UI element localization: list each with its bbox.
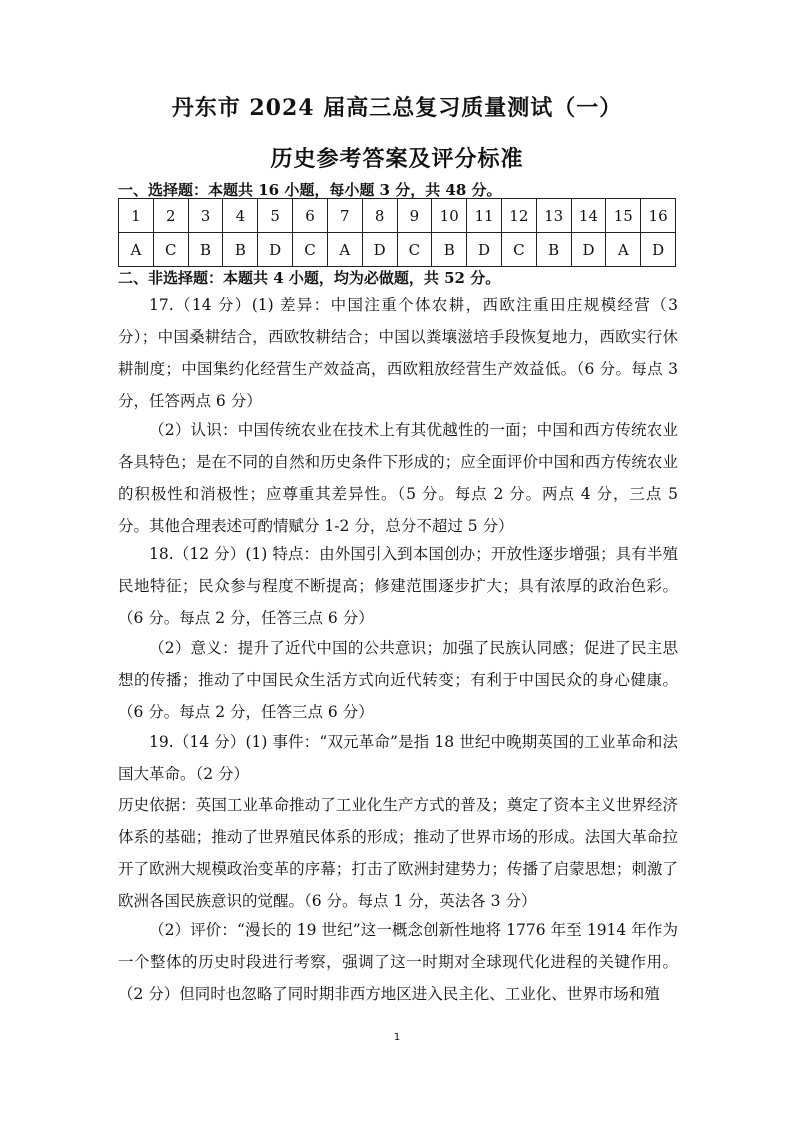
answer-row [119, 233, 676, 267]
question-number-cell: 15 [606, 199, 641, 233]
question-number-cell: 11 [467, 199, 502, 233]
answer-cell: D [641, 233, 676, 267]
question-number-cell: 2 [153, 199, 188, 233]
question-number-cell: 8 [362, 199, 397, 233]
q18-part1-answer: 18.（12 分）(1) 特点：由外国引入到本国创办；开放性逐步增强；具有半殖民地特征；民众参与程度不断提高；修建范围逐步扩大；具有浓厚的政治色彩。（6 分。每点 2 分，任答三点 6 分） [118, 545, 678, 627]
answer-cell: C [501, 233, 536, 267]
question-number-cell: 12 [501, 199, 536, 233]
answer-cell: D [571, 233, 606, 267]
q17-part1-answer: 17.（14 分）(1) 差异：中国注重个体农耕，西欧注重田庄规模经营（3 分）；中国桑耕结合，西欧牧耕结合；中国以粪壤滋培手段恢复地力，西欧实行休耕制度；中国集约化经营生产效益高，西欧粗放经营生产效益低。（6 分。每点 3 分，任答两点 6 分） [118, 296, 678, 410]
answer-cell: A [606, 233, 641, 267]
page-number: 1 [393, 1032, 401, 1043]
answer-cell: B [223, 233, 258, 267]
section-heading-multiple-choice: 一、选择题：本题共 16 小题，每小题 3 分，共 48 分。 [118, 181, 502, 199]
answer-cell: B [188, 233, 223, 267]
question-number-cell: 13 [536, 199, 571, 233]
q17-part2-answer: （2）认识：中国传统农业在技术上有其优越性的一面；中国和西方传统农业各具特色；是在不同的自然和历史条件下形成的；应全面评价中国和西方传统农业的积极性和消极性；应尊重其差异性。（5 分。每点 2 分。两点 4 分，三点 5 分。其他合理表述可酌情赋分 1-2 分，总分不超过 5 分） [118, 421, 678, 535]
question-number-cell: 6 [293, 199, 328, 233]
q18-part2-answer: （2）意义：提升了近代中国的公共意识；加强了民族认同感；促进了民主思想的传播；推动了中国民众生活方式向近代转变；有利于中国民众的身心健康。（6 分。每点 2 分，任答三点 6 分） [118, 639, 678, 721]
question-number-cell: 14 [571, 199, 606, 233]
answer-cell: D [467, 233, 502, 267]
answer-cell: A [119, 233, 154, 267]
answer-cell: B [432, 233, 467, 267]
answer-cell: D [258, 233, 293, 267]
answer-cell: B [536, 233, 571, 267]
question-number-cell: 5 [258, 199, 293, 233]
answer-cell: C [153, 233, 188, 267]
answer-table [118, 198, 676, 267]
q19-history-basis: 历史依据：英国工业革命推动了工业化生产方式的普及；奠定了资本主义世界经济体系的基础；推动了世界殖民体系的形成；推动了世界市场的形成。法国大革命拉开了欧洲大规模政治变革的序幕；打击了欧洲封建势力；传播了启蒙思想；刺激了欧洲各国民族意识的觉醒。（6 分。每点 1 分，英法各 3 分） [118, 796, 678, 910]
answer-cell: C [397, 233, 432, 267]
question-number-cell: 10 [432, 199, 467, 233]
question-number-cell: 3 [188, 199, 223, 233]
question-number-row [119, 199, 676, 233]
section-heading-non-choice: 二、非选择题：本题共 4 小题，均为必做题，共 52 分。 [118, 269, 501, 287]
q19-part2-answer: （2）评价：“漫长的 19 世纪”这一概念创新性地将 1776 年至 1914 年作为一个整体的历史时段进行考察，强调了这一时期对全球现代化进程的关键作用。（2 分）但同时也忽略了同时期非西方地区进入民主化、工业化、世界市场和殖 [118, 921, 678, 1003]
question-number-cell: 9 [397, 199, 432, 233]
page-subtitle: 历史参考答案及评分标准 [270, 146, 524, 172]
question-number-cell: 7 [327, 199, 362, 233]
question-number-cell: 16 [641, 199, 676, 233]
question-number-cell: 1 [119, 199, 154, 233]
q19-part1-answer: 19.（14 分）(1) 事件：“双元革命”是指 18 世纪中晚期英国的工业革命和法国大革命。（2 分） [118, 733, 678, 783]
question-number-cell: 4 [223, 199, 258, 233]
answer-cell: D [362, 233, 397, 267]
answer-cell: C [293, 233, 328, 267]
page-title: 丹东市 2024 届高三总复习质量测试（一） [171, 95, 623, 121]
answer-cell: A [327, 233, 362, 267]
